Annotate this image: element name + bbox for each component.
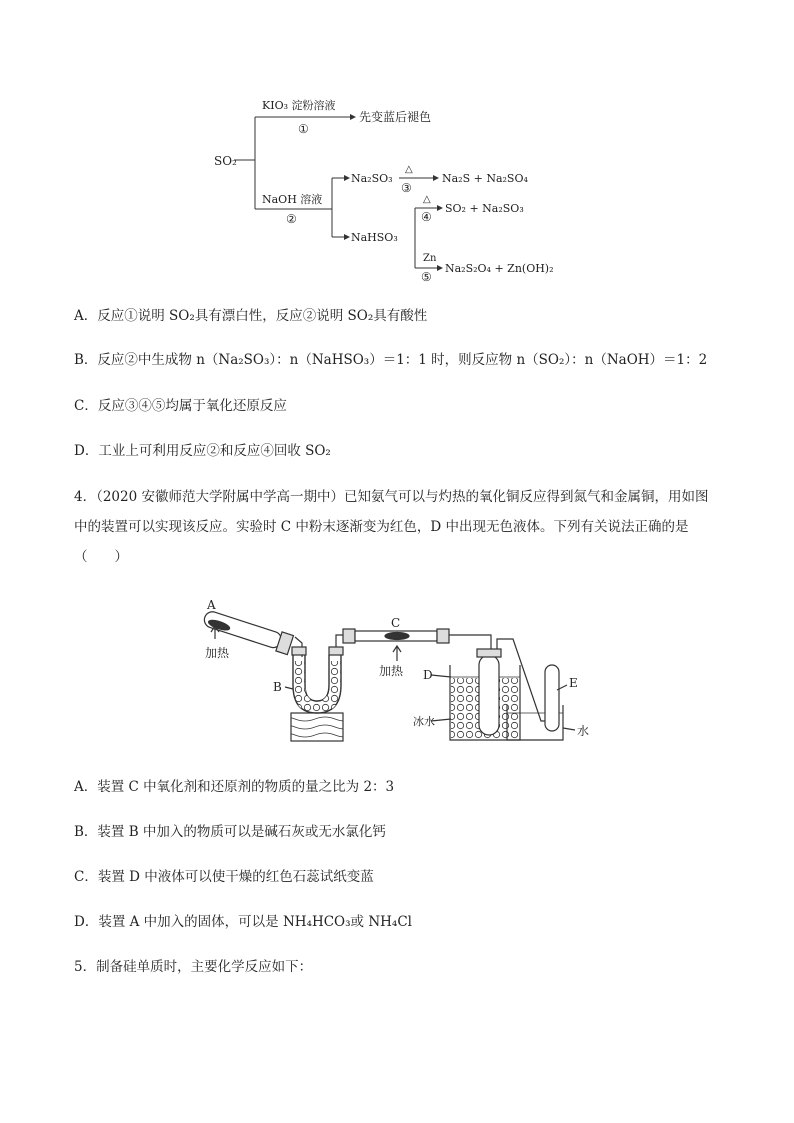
q3-option-d: D．工业上可利用反应②和反应④回收 SO₂ xyxy=(74,443,331,459)
r1-product: 先变蓝后褪色 xyxy=(359,110,432,124)
q4-stem: 4．（2020 安徽师范大学附属中学高一期中）已知氨气可以与灼热的氧化铜反应得到氮气和金属铜，用如图中的装置可以实现该反应。实验时 C 中粉末逐渐变为红色，D 中出现无色液体。下列有关说法正确的是（ ） xyxy=(74,489,709,565)
label-b: B xyxy=(273,680,282,694)
reaction-scheme-diagram xyxy=(210,92,590,282)
r1-reagent: KIO₃ 淀粉溶液 xyxy=(262,99,336,112)
r5-number: ⑤ xyxy=(421,270,432,282)
ice-water-label: 冰水 xyxy=(413,715,435,728)
q4-option-a: A．装置 C 中氧化剂和还原剂的物质的量之比为 2：3 xyxy=(74,779,395,795)
r5-condition: Zn xyxy=(423,253,437,264)
q5-stem: 5．制备硅单质时，主要化学反应如下： xyxy=(74,959,313,975)
q3-option-a: A．反应①说明 SO₂具有漂白性，反应②说明 SO₂具有酸性 xyxy=(74,308,428,324)
q4-option-b: B．装置 B 中加入的物质可以是碱石灰或无水氯化钙 xyxy=(74,824,386,840)
r2-reagent: NaOH 溶液 xyxy=(262,193,323,206)
r2-number: ② xyxy=(286,212,297,226)
water-label: 水 xyxy=(577,724,590,738)
heat-label-a: 加热 xyxy=(205,646,230,660)
label-d: D xyxy=(423,668,433,682)
label-c: C xyxy=(391,616,401,630)
label-e: E xyxy=(569,676,578,690)
heat-label-c: 加热 xyxy=(379,664,404,678)
nahso3-label: NaHSO₃ xyxy=(351,231,398,244)
r4-condition: △ xyxy=(423,194,431,205)
q4-option-d: D．装置 A 中加入的固体，可以是 NH₄HCO₃或 NH₄Cl xyxy=(74,914,412,930)
r5-product: Na₂S₂O₄ + Zn(OH)₂ xyxy=(445,262,554,275)
r3-product: Na₂S + Na₂SO₄ xyxy=(442,172,528,185)
r3-number: ③ xyxy=(401,181,412,195)
na2so3-label: Na₂SO₃ xyxy=(351,172,393,185)
label-a: A xyxy=(207,598,216,612)
q3-option-b: B．反应②中生成物 n（Na₂SO₃）：n（NaHSO₃）＝1：1 时，则反应物 n（SO₂）：n（NaOH）＝1：2 xyxy=(74,352,708,368)
q3-option-c: C．反应③④⑤均属于氧化还原反应 xyxy=(74,398,287,414)
so2-label: SO₂ xyxy=(214,154,237,168)
q4-option-c: C．装置 D 中液体可以使干燥的红色石蕊试纸变蓝 xyxy=(74,869,374,885)
r1-number: ① xyxy=(298,122,309,136)
r4-product: SO₂ + Na₂SO₃ xyxy=(445,202,524,215)
r3-condition: △ xyxy=(405,164,413,175)
apparatus-diagram xyxy=(195,595,605,745)
r4-number: ④ xyxy=(421,210,432,224)
